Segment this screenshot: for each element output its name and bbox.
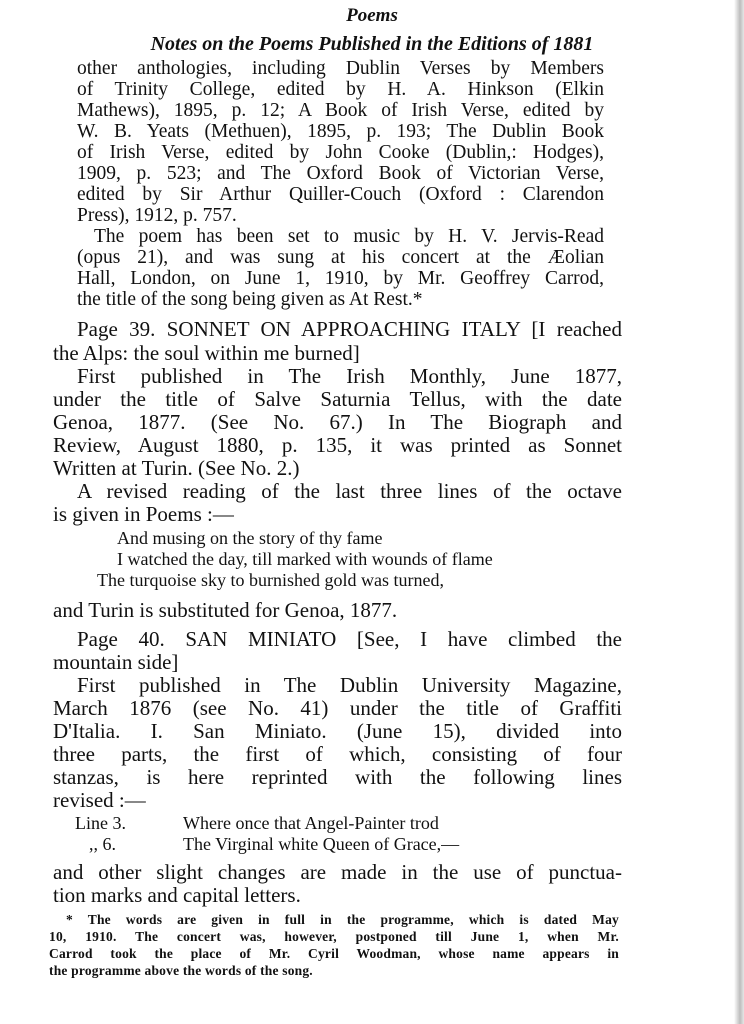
text-line: First published in The Irish Monthly, June 1877, [77, 364, 622, 388]
line-reference: Line 3. [75, 813, 126, 833]
notes-heading: Notes on the Poems Published in the Editions of 1881 [150, 33, 594, 55]
text-line: 1909, p. 523; and The Oxford Book of Victorian Verse, [77, 163, 604, 184]
text-line: mountain side] [53, 650, 179, 674]
quoted-verse-line: The turquoise sky to burnished gold was turned, [97, 570, 444, 590]
text-line: Written at Turin. (See No. 2.) [53, 456, 300, 480]
text-line: three parts, the first of which, consisting of four [53, 742, 622, 766]
footnote-line: 10, 1910. The concert was, however, postponed till June 1, when Mr. [49, 929, 619, 944]
revised-verse-line: The Virginal white Queen of Grace,— [183, 834, 460, 854]
page-edge-shadow [734, 0, 744, 1024]
text-line: edited by Sir Arthur Quiller-Couch (Oxford : Clarendon [77, 184, 604, 205]
text-line: of Trinity College, edited by H. A. Hinkson (Elkin [77, 79, 604, 100]
text-line: March 1876 (see No. 41) under the title of Graffiti [53, 696, 622, 720]
text-line: First published in The Dublin University Magazine, [77, 673, 622, 697]
text-line: A revised reading of the last three lines of the octave [77, 479, 622, 503]
text-line: Review, August 1880, p. 135, it was printed as Sonnet [53, 433, 622, 457]
text-line: Press), 1912, p. 757. [77, 205, 237, 226]
text-line: and Turin is substituted for Genoa, 1877. [53, 598, 398, 622]
text-line: of Irish Verse, edited by John Cooke (Dublin,: Hodges), [77, 142, 604, 163]
text-line: stanzas, is here reprinted with the following lines [53, 765, 622, 789]
text-line: revised :— [53, 788, 146, 812]
note-heading-page-40: Page 40. SAN MINIATO [See, I have climbed the [77, 627, 622, 651]
text-line: tion marks and capital letters. [53, 883, 301, 907]
text-line: The poem has been set to music by H. V. Jervis-Read [94, 226, 604, 247]
footnote-line: the programme above the words of the song. [49, 963, 313, 978]
text-line: (opus 21), and was sung at his concert at the Æolian [77, 247, 604, 268]
quoted-verse-line: I watched the day, till marked with wounds of flame [117, 549, 493, 569]
text-line: the Alps: the soul within me burned] [53, 341, 360, 365]
text-line: other anthologies, including Dublin Verses by Members [77, 58, 604, 79]
text-line: under the title of Salve Saturnia Tellus, with the date [53, 387, 622, 411]
footnote-line: * The words are given in full in the programme, which is dated May [66, 912, 619, 927]
line-reference: ,, 6. [89, 834, 116, 854]
text-line: and other slight changes are made in the use of punctua- [53, 860, 622, 884]
text-line: W. B. Yeats (Methuen), 1895, p. 193; The Dublin Book [77, 121, 604, 142]
text-line: D'Italia. I. San Miniato. (June 15), divided into [53, 719, 622, 743]
text-line: the title of the song being given as At Rest.* [77, 289, 423, 310]
note-heading-page-39: Page 39. SONNET ON APPROACHING ITALY [I reached [77, 317, 622, 341]
quoted-verse-line: And musing on the story of thy fame [117, 528, 383, 548]
footnote-line: Carrod took the place of Mr. Cyril Woodman, whose name appears in [49, 946, 619, 961]
text-line: Genoa, 1877. (See No. 67.) In The Biograph and [53, 410, 622, 434]
running-head: Poems [346, 5, 398, 26]
text-line: Mathews), 1895, p. 12; A Book of Irish Verse, edited by [77, 100, 604, 121]
text-line: is given in Poems :— [53, 502, 234, 526]
revised-verse-line: Where once that Angel-Painter trod [183, 813, 439, 833]
text-line: Hall, London, on June 1, 1910, by Mr. Geoffrey Carrod, [77, 268, 604, 289]
